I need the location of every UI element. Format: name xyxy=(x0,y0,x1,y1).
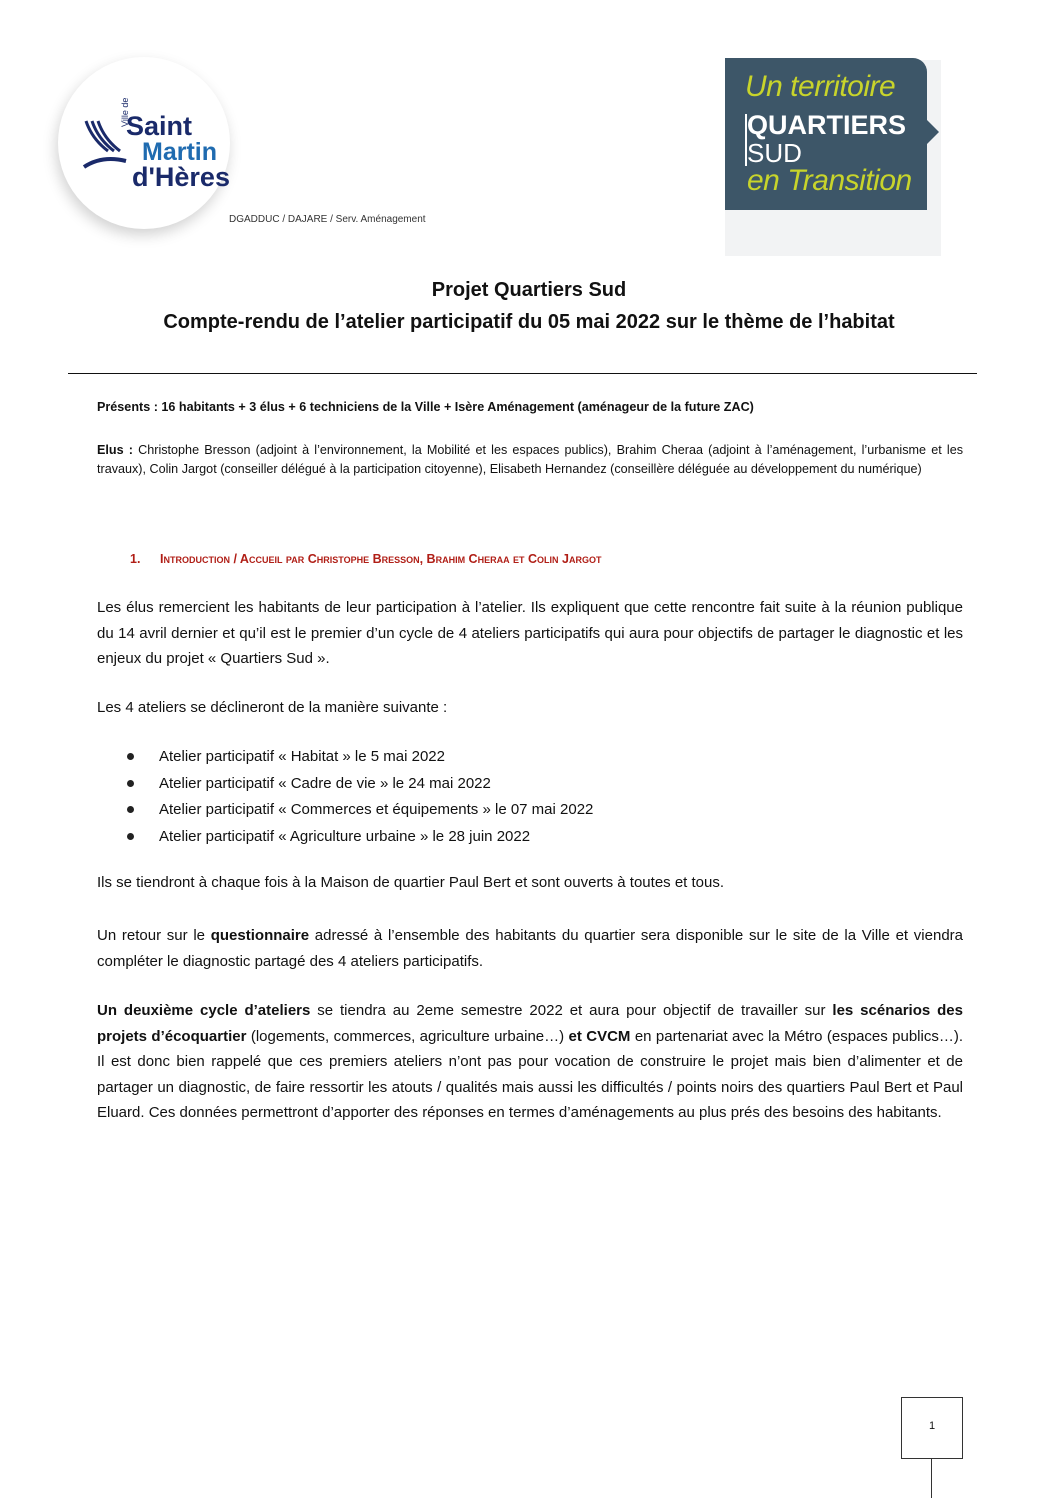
elected-officials xyxy=(97,441,963,479)
page-number-line xyxy=(931,1458,932,1498)
logo-left-line2: Martin xyxy=(142,138,217,166)
logo-right-line3: SUD xyxy=(747,138,802,168)
document-subtitle: Compte-rendu de l’atelier participatif du 05 mai 2022 sur le thème de l’habitat xyxy=(163,311,895,333)
list-item: Atelier participatif « Habitat » le 5 mai 2022 xyxy=(127,744,593,771)
saint-martin-dheres-logo xyxy=(58,57,230,229)
list-item: Atelier participatif « Cadre de vie » le 24 mai 2022 xyxy=(127,771,593,798)
bullet-icon xyxy=(127,806,134,813)
page-number: 1 xyxy=(928,1420,936,1432)
paragraph-workshops-intro: Les 4 ateliers se déclineront de la manière suivante : xyxy=(97,699,448,716)
section-title: Introduction / Accueil par Christophe Bresson, Brahim Cheraa et Colin Jargot xyxy=(160,552,602,566)
paragraph-second-cycle: Un deuxième cycle d’ateliers se tiendra au 2eme semestre 2022 et aura pour objectif de travailler sur les scénarios des projets d’écoquartier (logements, commerces, agriculture urbaine…) et CVCM en partenariat avec la Métro (espaces publics…). Il est donc bien rappelé que ces premiers ateliers n’ont pas pour vocation de construire le projet mais bien d’alimenter et de partager un diagnostic, de faire ressortir les atouts / qualités mais aussi les difficultés / points noirs des quartiers Paul Bert et Paul Eluard. Ces données permettront d’apporter des réponses en termes d’aménagements au plus prés des besoins des habitants. xyxy=(97,1002,964,1121)
document-title: Projet Quartiers Sud xyxy=(431,279,627,301)
bullet-icon xyxy=(127,753,134,760)
logo-left-small-text: Ville de xyxy=(120,97,130,127)
attendees-line: Présents : 16 habitants + 3 élus + 6 techniciens de la Ville + Isère Aménagement (aménageur de la future ZAC) xyxy=(97,400,754,414)
bullet-icon xyxy=(127,833,134,840)
paragraph-intro: Les élus remercient les habitants de leur participation à l’atelier. Ils expliquent que cette rencontre fait suite à la réunion publique du 14 avril dernier et qu’il est le premier d’un cycle de 4 ateliers participatifs qui aura pour objectifs de partager le diagnostic et les enjeux du projet « Quartiers Sud ». xyxy=(97,599,963,667)
page-number-box xyxy=(901,1397,963,1459)
logo-arrow-icon xyxy=(927,120,939,144)
logo-right-line4: en Transition xyxy=(747,164,912,197)
logo-right-line1: Un territoire xyxy=(745,70,896,103)
paragraph-questionnaire: Un retour sur le questionnaire adressé à l’ensemble des habitants du quartier sera disponible sur le site de la Ville et viendra compléter le diagnostic partagé des 4 ateliers participatifs. xyxy=(97,927,963,970)
logo-left-line1: Saint xyxy=(126,111,193,141)
section-number: 1. xyxy=(130,552,141,566)
logo-left-line3: d'Hères xyxy=(132,162,230,192)
elus-text: Christophe Bresson (adjoint à l’environnement, la Mobilité et les espaces publics), Brahim Cheraa (adjoint à l’aménagement, l’urbanisme et les travaux), Colin Jargot (conseiller délégué à la participation citoyenne), Elisabeth Hernandez (conseillère déléguée au développement du numérique) xyxy=(97,443,963,476)
elus-label: Elus : xyxy=(97,443,133,457)
title-divider xyxy=(68,373,977,374)
logo-right-line2: QUARTIERS xyxy=(747,110,907,140)
service-reference: DGADDUC / DAJARE / Serv. Aménagement xyxy=(229,214,426,225)
bullet-icon xyxy=(127,780,134,787)
paragraph-location: Ils se tiendront à chaque fois à la Maison de quartier Paul Bert et sont ouverts à toutes et tous. xyxy=(97,874,725,891)
list-item: Atelier participatif « Commerces et équipements » le 07 mai 2022 xyxy=(127,797,593,824)
quartiers-sud-logo xyxy=(725,58,927,210)
workshop-list xyxy=(127,744,593,850)
list-item: Atelier participatif « Agriculture urbaine » le 28 juin 2022 xyxy=(127,824,593,851)
